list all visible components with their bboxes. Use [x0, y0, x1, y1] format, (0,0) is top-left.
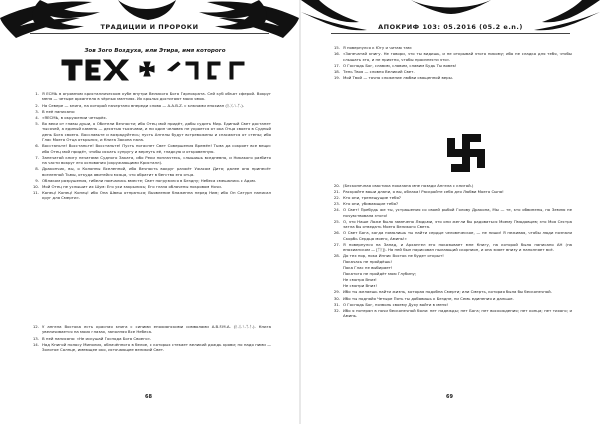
- verse-number: [327, 283, 343, 288]
- verse: [26, 155, 271, 166]
- verse: [26, 143, 271, 154]
- tribal-flourish-icon: [0, 0, 299, 40]
- verse-text: Мой Отец не услышит их Шум: Его ухи закрылись; Его глаза облачены покровом Ночи.: [42, 183, 222, 189]
- verse-number: 6.: [35, 143, 39, 149]
- header-rule: [331, 33, 570, 34]
- verse: [26, 336, 271, 341]
- verse-text: Покатого не пройдёт мою Глубину;: [343, 271, 417, 277]
- verse-number: [327, 265, 343, 270]
- verse-number: [327, 271, 343, 276]
- verse-number: 5.: [35, 120, 39, 126]
- verse: [26, 324, 271, 335]
- verse-text: Не смотри Вниз!: [343, 283, 377, 289]
- verse-number: 8.: [35, 166, 39, 172]
- verse-text: Ибо ты подняйя Четыре Пять ты добавишь к Бездне, ни Семь единения и дальше.: [343, 295, 514, 301]
- verse-number: [327, 259, 343, 264]
- verse: [327, 75, 572, 80]
- verse: [327, 183, 572, 188]
- verse-text: Во веки от главы души, о Обители Вечности; ибо Отец мой придёт, дабы судить Мир. Единый Свет достанет тысячей, а единый камень — десятью тысячами, и ни один человек не укроется от ока Отца своего в Судный день Бога своего. Восславьте и возрадуйтесь; пусть Ангелы будут встревожены и спасаются от стены; ибо Глас Моего Отца открылся, и Книга Закона пала.: [42, 120, 271, 142]
- verse: [26, 91, 271, 102]
- verse: [26, 103, 271, 108]
- verse: [327, 296, 572, 301]
- verses-bottom-left: [26, 324, 271, 353]
- verse: [327, 265, 572, 270]
- verse: [327, 271, 572, 276]
- verse-number: 27.: [333, 241, 340, 247]
- verse: [327, 259, 572, 264]
- verse: [327, 69, 572, 74]
- verse: [327, 51, 572, 62]
- verse-text: Пока Глас не выбирает!: [343, 265, 393, 271]
- verse-number: 10.: [32, 183, 39, 189]
- verse-number: 1.: [35, 91, 39, 96]
- verse: [327, 207, 572, 218]
- verse-number: 24.: [333, 207, 340, 213]
- verse: [327, 230, 572, 241]
- verse-text: Я повернулся на Запад, и Архангел его показывает мне Книгу, на которой было написано АН (на енохианском — [ᛉᚱ]). На ней был нарисован пылающий скорпион, и она зияет внизу и наполняет всё.: [343, 241, 572, 253]
- right-page: [301, 0, 600, 424]
- verse-text: Мой Твой — точно сложение любви священной веры.: [343, 74, 453, 80]
- verse-text: «Запечатай книгу. Не говори, что ты видишь, и не открывай этого никому; ибо не сладко для тебя, чтобы слышать это, и не приятно, чтобы произнести это».: [343, 51, 572, 62]
- verse-number: 18.: [333, 68, 340, 74]
- verses-top-right: [327, 45, 572, 81]
- verse-text: В ней написано: «Не искушай Господа Бога Своего».: [42, 335, 152, 341]
- verse-number: 28.: [333, 253, 340, 259]
- verse-text: Запечатай книгу печатями Судного Заката, ибо Реки поплачтесь, слышишь вседневно, и Никакого разбито на части вокруг его основания (окружающими Кристалл).: [42, 154, 271, 165]
- verse-text: В неё написано:: [42, 108, 76, 114]
- running-header: АПОКРИФ 103: 05.2016 (05.2 e.n.): [378, 23, 523, 31]
- verse-text: Ибо я потерян в ночи бесконечной боли: нет надежды; нет Бога; нет восхождения; нет конца; нет тихого; и Аминь.: [343, 307, 572, 319]
- verse-text: Кто они, трепещущие тебя?: [343, 195, 401, 201]
- swastika-icon: [443, 130, 489, 176]
- verse-number: 22.: [333, 195, 340, 201]
- verse-number: 2.: [35, 102, 39, 108]
- verse-number: 32.: [333, 307, 340, 313]
- verse-number: 9.: [35, 177, 39, 183]
- verse: [327, 242, 572, 253]
- verse-text: Восстаньте! Восстаньте! Восстаньте! Пусть погаснет Свет Совершения Времён! Тьма да сокроет все вещи: ибо Отец мой придёт, чтобы искать супругу и вернуть её, гладкую и откровенную.: [42, 143, 271, 154]
- verse-text: О, это Наше Ложе было замечено Людьми, это они жегли бы радоваться Моему Пмодовцев; это Моя Сестра затла бы отведать Моего Великого Света.: [343, 218, 572, 230]
- verse-number: 4.: [35, 114, 39, 120]
- verse: [26, 342, 271, 353]
- verse-number: 29.: [333, 289, 340, 295]
- verse: [327, 253, 572, 258]
- verse: [26, 166, 271, 177]
- verse: [26, 184, 271, 189]
- verse-text: Раскройте ваши длани, о вы, облака! Раскройте себя для Любви Моего Сына!: [343, 189, 504, 195]
- verses-top-left: [26, 91, 271, 201]
- verse-number: 20.: [333, 183, 340, 188]
- header-rule: [30, 33, 269, 34]
- verse: [327, 302, 572, 307]
- verse: [327, 63, 572, 68]
- verses-bottom-right: [327, 183, 572, 319]
- verse-number: 7.: [35, 154, 39, 160]
- verse-number: 19.: [333, 74, 340, 80]
- verse-text: Тень Твоя — словно Великий Свет.: [343, 68, 415, 74]
- running-header: ТРАДИЦИИ И ПРОРОКИ: [100, 23, 199, 31]
- verse-text: Нe смотря Вниз!: [343, 277, 377, 283]
- verse-text: О Господь Бог, славим, славим, славим Будь Ты вовек!: [343, 62, 457, 68]
- verse-text: Я ЕСМЬ в огромном кристаллическом кубе внутри Великого Бога Гарпократа. Сей куб объят сферой. Вокруг меня — четыре архангела в чёрных мантиях. Их крылья достигают моих ямок.: [42, 91, 271, 102]
- verse: [327, 277, 572, 282]
- verse-number: 3.: [35, 108, 39, 114]
- verse-text: Я повернулся к Югу и читаю там:: [343, 45, 413, 50]
- verse: [26, 115, 271, 120]
- verse-number: 12.: [32, 324, 39, 329]
- verse: [26, 178, 271, 183]
- verse-number: 13.: [32, 335, 39, 341]
- verse-number: 17.: [333, 62, 340, 68]
- verse: [327, 289, 572, 294]
- verse-text: У ангела Востока есть красная книга с синими енохианскими символами A.B.F.M.A. (ᚱ.ᚷ.ᛊ.ᛉ.ᚨ.). Книга увеличивается на моих глазах, заполняя Все Небеса.: [42, 324, 271, 335]
- verse-number: 26.: [333, 230, 340, 236]
- verse-text: На Севере — книга, на которой начертано впереди слова — A.A.B.Z. с ключами енохиан (ᚱ.ᚷ.ᛊ.ᛉ.).: [42, 102, 244, 108]
- verse: [327, 195, 572, 200]
- verse-text: О Свет Бога, когда помолишь ты найти сердце человеческое, — не пиши! Я неживая, чтобы люди познали Скорбь Сердца моего, Аминь!»: [343, 230, 572, 241]
- section-title: Зов 3ого Воздуха, или Этира, имя которого: [84, 48, 226, 54]
- verse-text: Облаком разрушения, гибели помчались вместе; Свет погрузился в Бездну; Небеса смешались с Адом.: [42, 177, 257, 183]
- verse: [26, 190, 271, 201]
- verse-text: О Господь Бог, позволь своему Духу войти в меня!: [343, 301, 448, 307]
- verse: [327, 201, 572, 206]
- page-number-left: 68: [145, 394, 152, 400]
- verse-number: 15.: [333, 45, 340, 50]
- verse-text: Покачась не пройдёшь!: [343, 259, 392, 265]
- verse: [327, 308, 572, 319]
- verse-number: 25.: [333, 218, 340, 224]
- verse-text: О Свет! Пребудь же ты, устрашения со своей рыбой Голову Дракона, Мы — те, кто обвинены, но Землю не почувствовала этого!: [343, 207, 572, 218]
- verse-number: [327, 277, 343, 282]
- verse: [26, 109, 271, 114]
- verse-text: Дракончик, вы, о Колонны Вселенной, ибо Вечность вокруг разжёт Ужасом Дитя; далее она принесёт вселенной Тьмы, откуда явитейся мсяца, что обратит в бегство его отца.: [42, 166, 271, 177]
- verse: [327, 219, 572, 230]
- verse-number: 16.: [333, 51, 340, 57]
- tribal-flourish-icon: [301, 0, 600, 40]
- verse-number: 11.: [32, 189, 39, 195]
- verse-text: Над Книгой полосу Минолих, облачённого в белое, с которых стекает великий дождь крови; но надо ними — Золотое Солнце, имеющее око, источающее великий Свет.: [42, 341, 271, 352]
- verse: [327, 189, 572, 194]
- verse: [327, 45, 572, 50]
- verse-text: Конец! Конец! Конец! ибо Она Швеш отпраться; Вьявление блаженна перед Ним; ибо Он Сатурн написал круг для Смерти».: [42, 189, 271, 201]
- verse-number: 31.: [333, 301, 340, 307]
- enochian-sigils: [58, 56, 258, 84]
- verse-number: 23.: [333, 201, 340, 207]
- verse-number: 14.: [32, 341, 39, 347]
- verse: [26, 121, 271, 143]
- verse-text: (Бесконечная свастика показана мне позади Ангела с книгой.): [343, 183, 474, 188]
- left-page: [0, 0, 299, 424]
- verse-number: 30.: [333, 295, 340, 301]
- page-number-right: 69: [446, 394, 453, 400]
- verse-number: 21.: [333, 189, 340, 195]
- verse: [327, 283, 572, 288]
- verse-text: Ибо ты желаешь найти жизнь, которая подобна Смерти; или Смерть, которая была бы бесконечной.: [343, 289, 552, 295]
- verse-text: «ЯЕСМЬ, в окружении четырёх.: [42, 114, 107, 120]
- verse-text: Кто они, убивающие тебя?: [343, 201, 399, 207]
- verse-text: До тех пор, пока Иннис Восток не будет открыт!: [343, 253, 444, 259]
